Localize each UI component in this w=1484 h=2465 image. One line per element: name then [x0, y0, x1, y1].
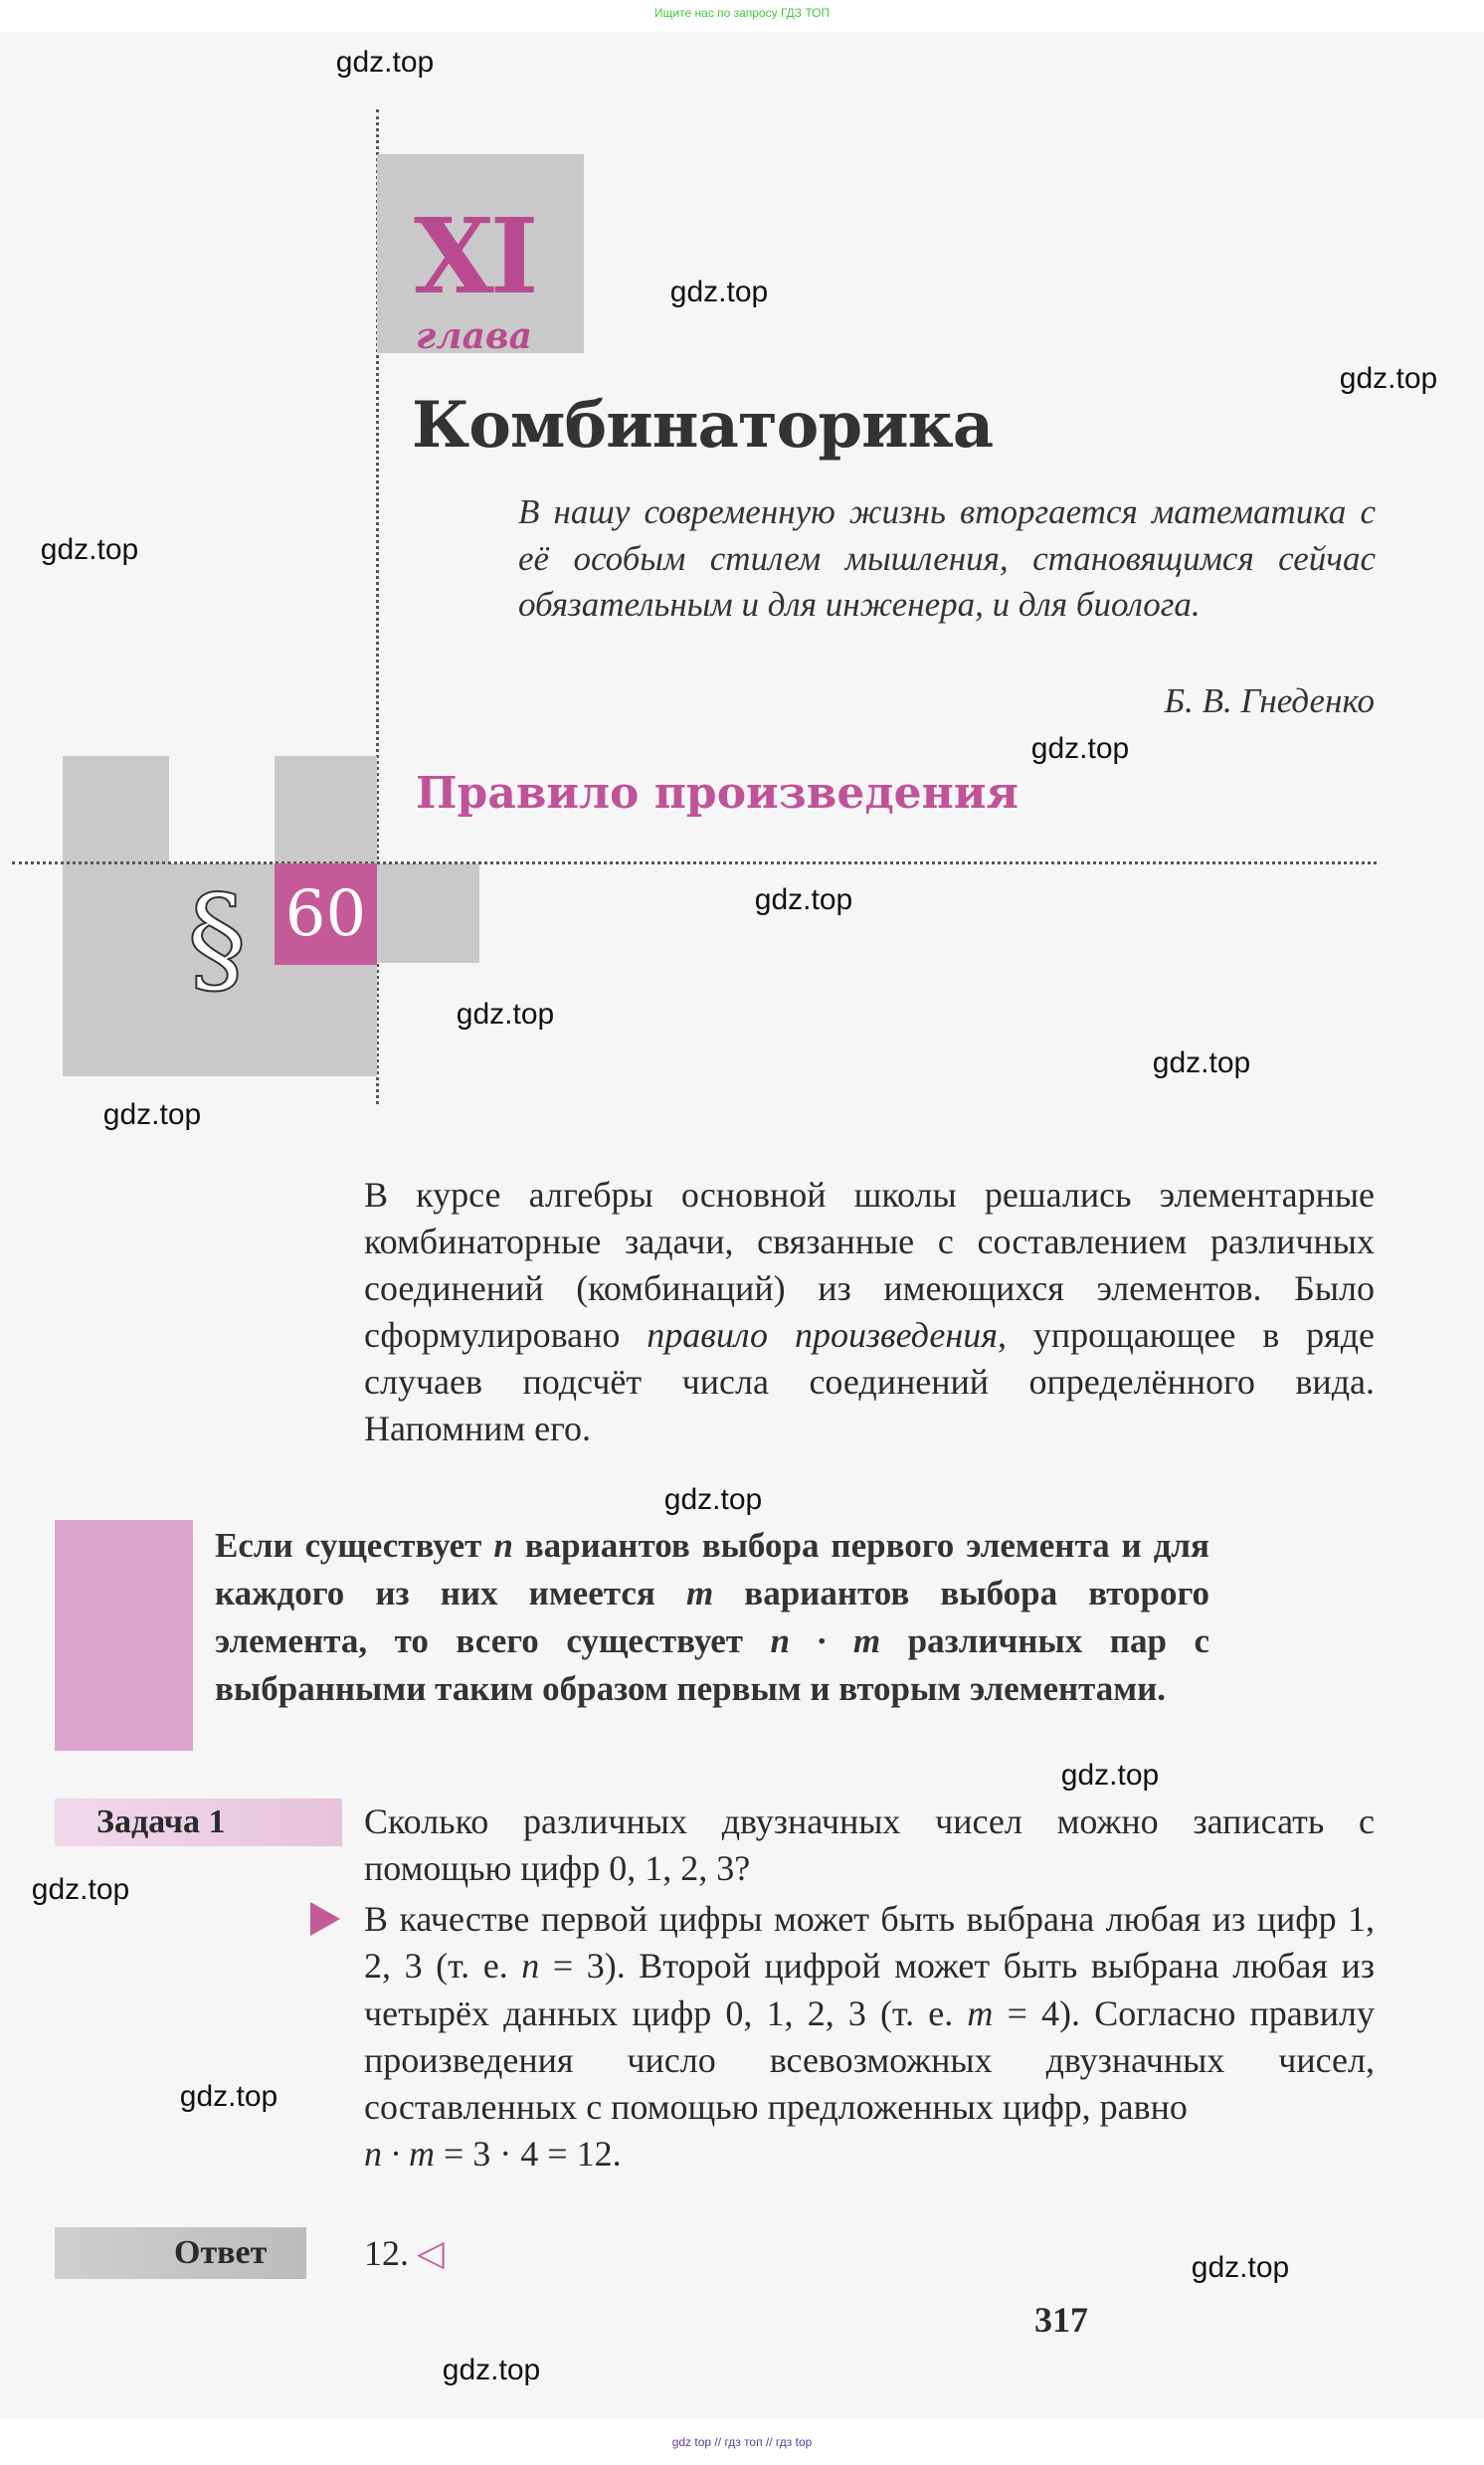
chapter-label: глава	[416, 315, 532, 357]
section-title: Правило произведения	[416, 768, 1019, 819]
watermark: gdz.top	[102, 1098, 202, 1131]
solution-text	[364, 1896, 1375, 2179]
section-decor	[63, 756, 169, 865]
chapter-number: XI	[414, 195, 535, 317]
intro-term: правило произведения	[647, 1315, 998, 1355]
watermark: gdz.top	[1191, 2251, 1290, 2284]
task-label: Задача 1	[55, 1799, 342, 1846]
solution-end-icon: ◁	[417, 2233, 445, 2273]
answer	[364, 2231, 445, 2275]
rule-text: различных пар с выбранными таким образом первым и вторым элементами.	[215, 1621, 1210, 1708]
var-n: n	[521, 1946, 540, 1987]
watermark: gdz.top	[179, 2080, 278, 2113]
answer-label: Ответ	[55, 2227, 306, 2279]
watermark: gdz.top	[1339, 362, 1438, 395]
var-nm: n · m	[364, 2134, 435, 2175]
rule-statement	[215, 1522, 1209, 1713]
watermark: gdz.top	[663, 1483, 763, 1516]
solution-part: В качестве первой цифры может быть выбрана любая из цифр 1, 2, 3 (т. е.	[364, 1899, 1375, 1987]
intro-paragraph	[364, 1172, 1375, 1452]
section-number: 60	[275, 863, 377, 965]
watermark: gdz.top	[31, 1873, 130, 1906]
watermark: gdz.top	[1152, 1046, 1251, 1079]
epigraph-text: В нашу современную жизнь вторгается математика с её особым стилем мышления, становящимся сейчас обязательным и для инженера, и для биолога.	[518, 492, 1376, 624]
var-m: m	[967, 1992, 994, 2033]
footer-note[interactable]: gdz top // гдз топ // гдз top	[671, 2435, 813, 2449]
watermark: gdz.top	[442, 2354, 541, 2386]
var-m: m	[685, 1574, 714, 1612]
intro-text: В курсе алгебры основной школы решались элементарные комбинаторные задачи, связанные с составлением различных соединений (комбинаций) из имеющихся элементов. Было сформулировано	[364, 1175, 1375, 1355]
task-text: Сколько различных двузначных чисел можно записать с помощью цифр 0, 1, 2, 3?	[364, 1801, 1375, 1888]
rule-text: вариантов выбора второго элемента, то всего существует	[215, 1574, 1209, 1660]
horizontal-dotted-rule	[12, 861, 1377, 864]
rule-marker	[55, 1520, 193, 1751]
epigraph-author: Б. В. Гнеденко	[1164, 681, 1375, 720]
watermark: gdz.top	[754, 883, 853, 916]
watermark: gdz.top	[335, 46, 435, 79]
rule-text: вариантов выбора первого элемента и для каждого из них имеется	[215, 1526, 1209, 1612]
solution-start-icon	[310, 1902, 340, 1936]
watermark: gdz.top	[669, 276, 769, 308]
section-decor	[275, 756, 377, 865]
rule-text: Если существует	[215, 1526, 494, 1565]
section-symbol-icon: §	[187, 870, 247, 1009]
var-nm: n · m	[770, 1621, 881, 1660]
section-decor	[377, 863, 479, 963]
solution-part: = 3 · 4 = 12.	[435, 2134, 622, 2175]
watermark: gdz.top	[1060, 1759, 1160, 1792]
watermark: gdz.top	[456, 998, 555, 1031]
chapter-title: Комбинаторика	[412, 388, 994, 463]
top-note[interactable]: Ищите нас по запросу ГДЗ ТОП	[653, 6, 831, 20]
watermark: gdz.top	[40, 533, 139, 566]
solution-part: = 3). Второй цифрой может быть выбрана любая из четырёх данных цифр 0, 1, 2, 3 (т. е.	[364, 1946, 1375, 2033]
watermark: gdz.top	[1030, 732, 1130, 765]
intro-text: , упрощающее в ряде случаев подсчёт числа соединений определённого вида. Напомним его.	[364, 1315, 1375, 1448]
solution-part: = 4). Согласно правилу произведения число всевозможных двузначных чисел, составленных с помощью предложенных цифр, равно	[364, 1992, 1375, 2128]
var-n: n	[493, 1526, 513, 1565]
answer-value: 12.	[364, 2233, 409, 2273]
page-number: 317	[1034, 2300, 1088, 2340]
